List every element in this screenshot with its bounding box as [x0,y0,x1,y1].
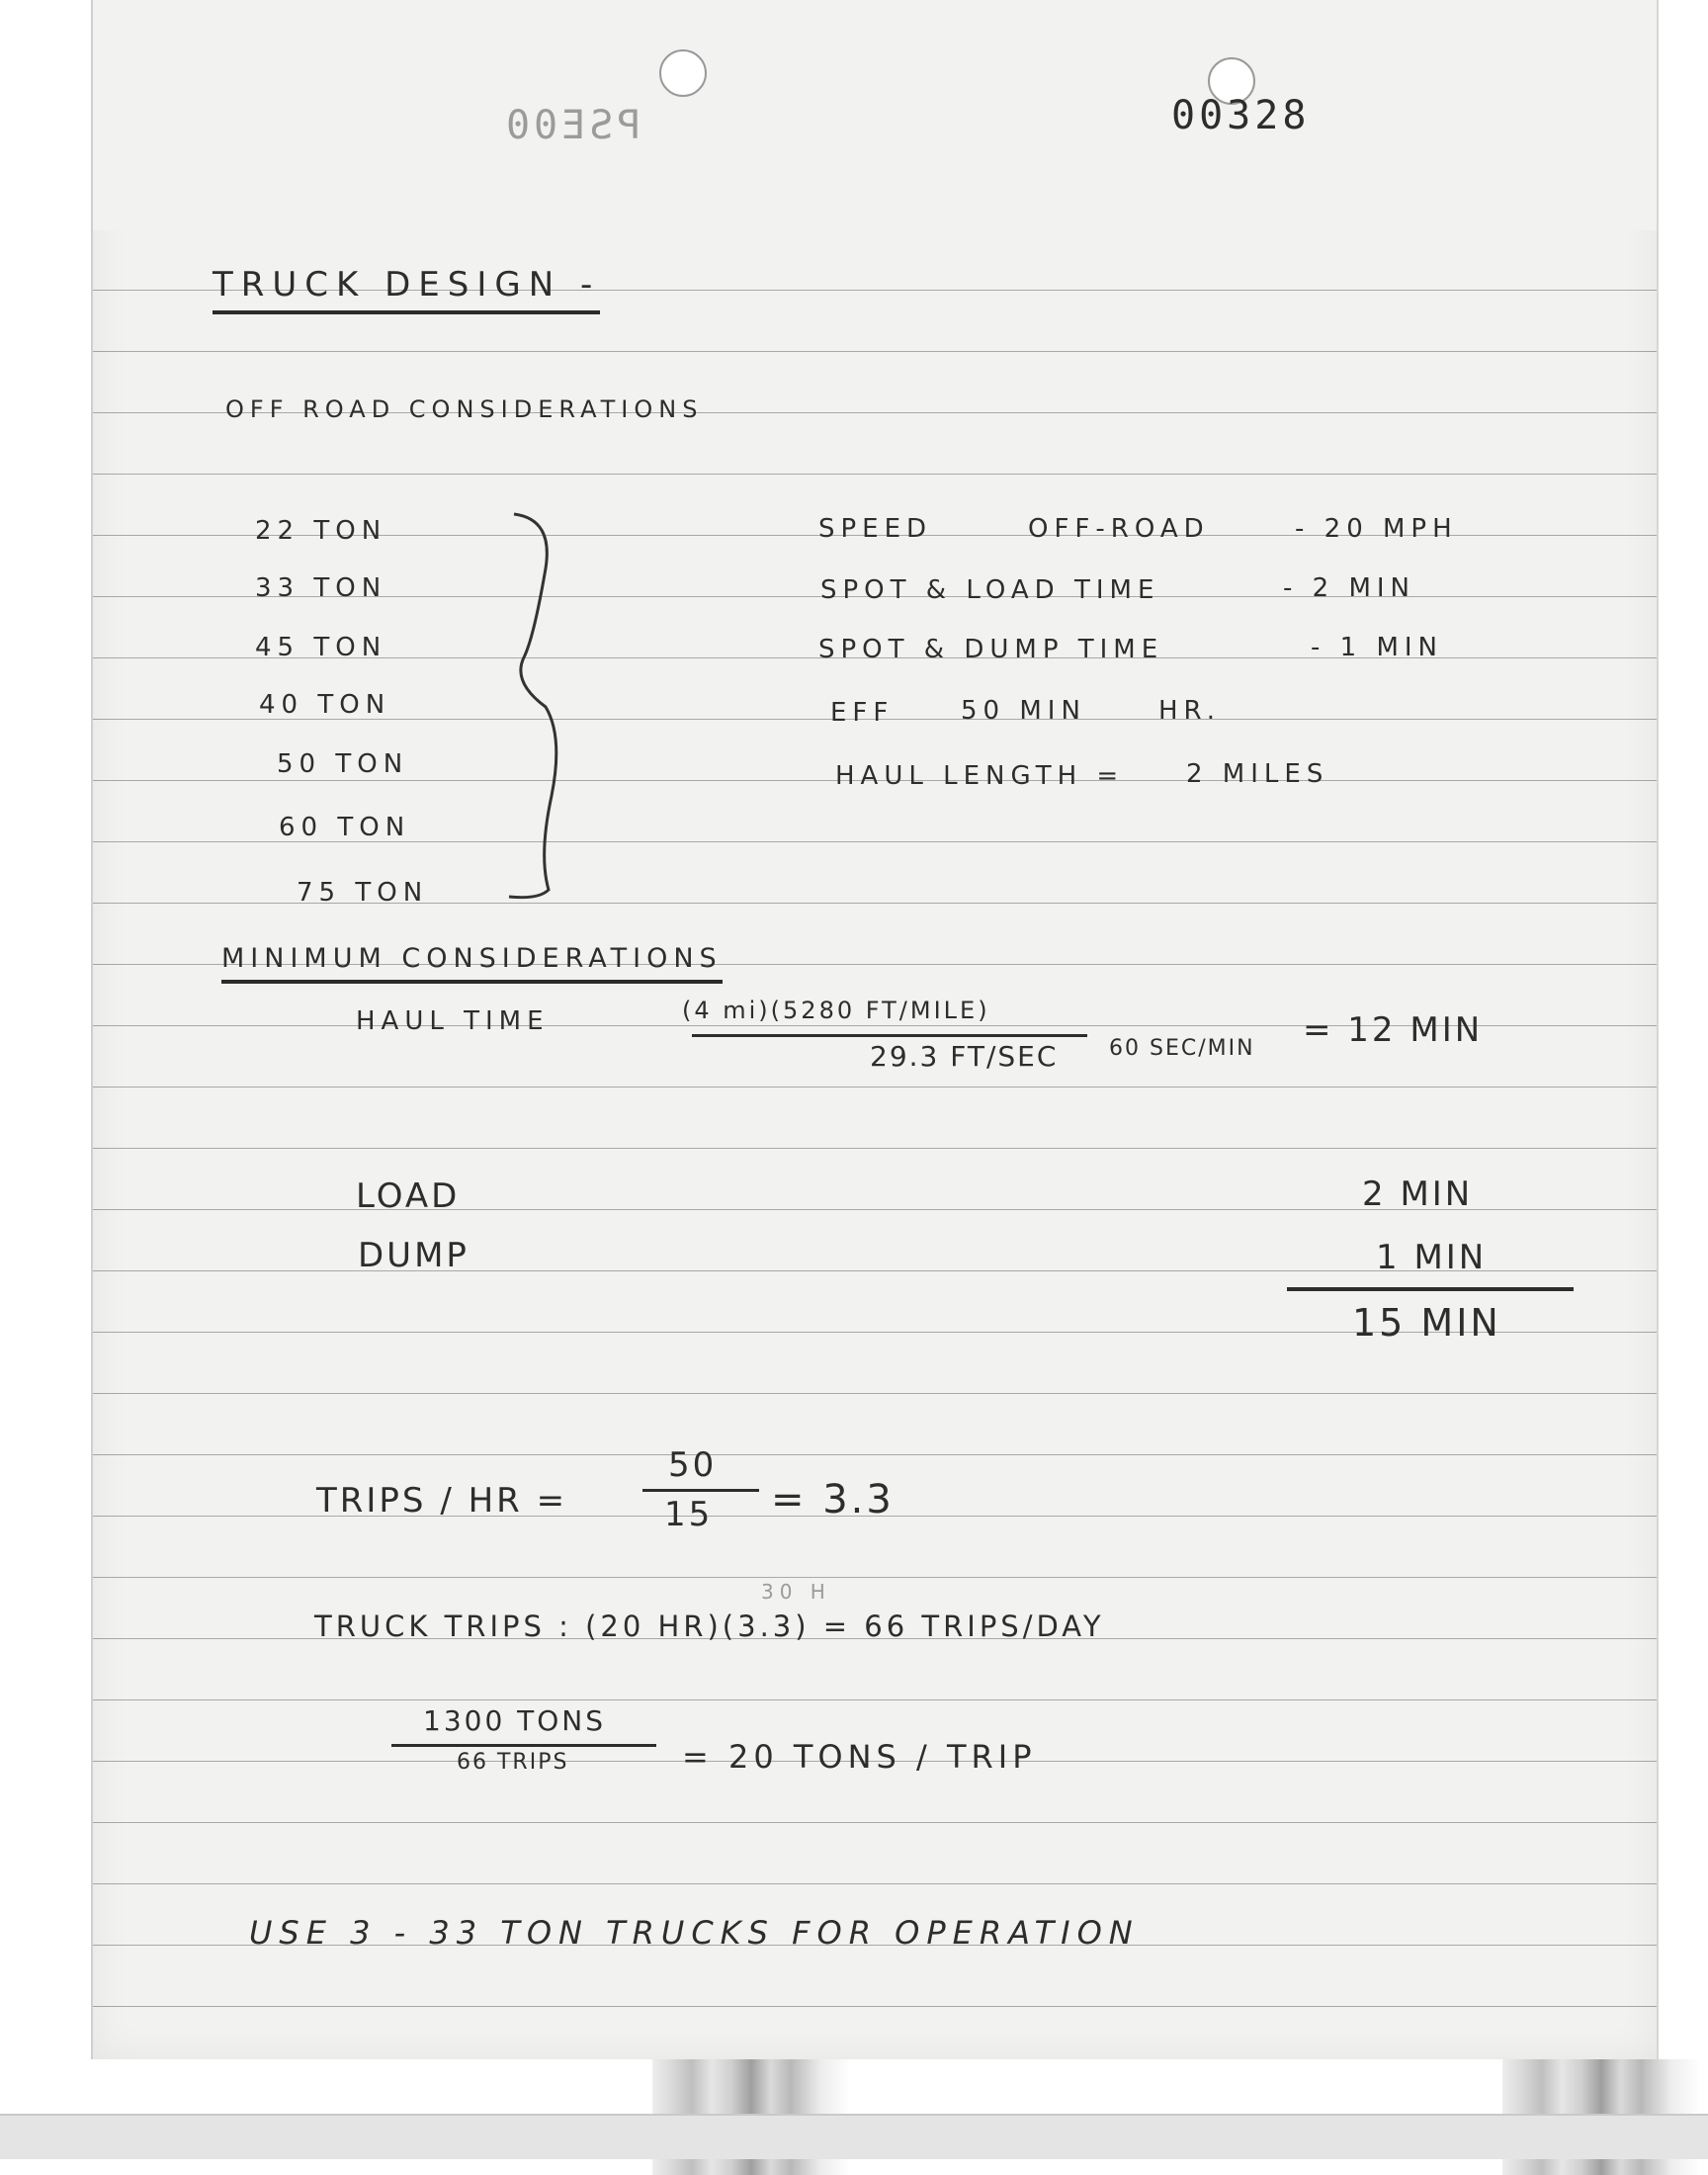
tonnage-item: 40 TON [259,690,391,720]
curly-brace-icon [494,509,573,905]
param-speed-mid: OFF-ROAD [1028,514,1210,544]
param-speed-value: - 20 MPH [1295,514,1458,544]
scanner-bar [0,2114,1708,2159]
page-header-area [93,0,1657,230]
param-eff-label: EFF [830,698,895,728]
tons-denominator: 66 TRIPS [457,1750,569,1775]
param-load-value: - 2 MIN [1283,573,1416,603]
param-dump-label: SPOT & DUMP TIME [818,635,1164,664]
param-haul-label: HAUL LENGTH = [835,761,1125,791]
scanner-margin [0,2059,1708,2175]
trips-numerator: 50 [668,1445,718,1485]
bleed-through-stamp: PSE00 [502,103,641,148]
page-number-stamp: 00328 [1171,93,1311,138]
param-load-label: SPOT & LOAD TIME [820,575,1160,605]
tonnage-item: 75 TON [297,878,429,908]
load-value: 2 MIN [1362,1174,1474,1214]
tonnage-item: 45 TON [255,633,387,662]
dump-value: 1 MIN [1376,1238,1488,1277]
trips-denominator: 15 [664,1495,714,1534]
trips-fraction-bar [642,1489,759,1492]
binder-hole-left [659,49,707,97]
tonnage-item: 50 TON [277,749,409,779]
haul-time-label: HAUL TIME [356,1006,550,1036]
minimum-heading: MINIMUM CONSIDERATIONS [221,943,723,984]
truck-trips-line: TRUCK TRIPS : (20 HR)(3.3) = 66 TRIPS/DAY [314,1610,1105,1643]
sum-rule [1287,1287,1574,1291]
off-road-heading: OFF ROAD CONSIDERATIONS [225,395,704,423]
tons-per-trip-result: = 20 TONS / TRIP [682,1738,1037,1776]
param-dump-value: - 1 MIN [1311,633,1444,662]
page-title: TRUCK DESIGN - [213,265,600,314]
haul-time-result: = 12 MIN [1303,1010,1484,1050]
conclusion: USE 3 - 33 TON TRUCKS FOR OPERATION [249,1914,1140,1952]
param-eff-value: HR. [1158,696,1221,726]
haul-time-numerator: (4 mi)(5280 FT/MILE) [682,997,990,1024]
tonnage-item: 33 TON [255,573,387,603]
param-haul-value: 2 MILES [1186,759,1329,789]
margin-note: 30 H [761,1580,831,1604]
haul-time-divisor: 60 SEC/MIN [1109,1036,1255,1061]
total-time: 15 MIN [1352,1301,1501,1345]
trips-per-hour-label: TRIPS / HR = [316,1481,568,1521]
haul-fraction-bar [692,1034,1087,1037]
dump-label: DUMP [358,1236,470,1275]
tons-fraction-bar [391,1744,656,1747]
load-label: LOAD [356,1176,461,1216]
tonnage-item: 22 TON [255,516,387,546]
param-speed-label: SPEED [818,514,933,544]
tons-numerator: 1300 TONS [423,1704,607,1737]
tonnage-item: 60 TON [279,813,411,842]
haul-time-denominator: 29.3 FT/SEC [870,1040,1059,1073]
trips-result: = 3.3 [771,1477,895,1522]
param-eff-mid: 50 MIN [961,696,1086,726]
